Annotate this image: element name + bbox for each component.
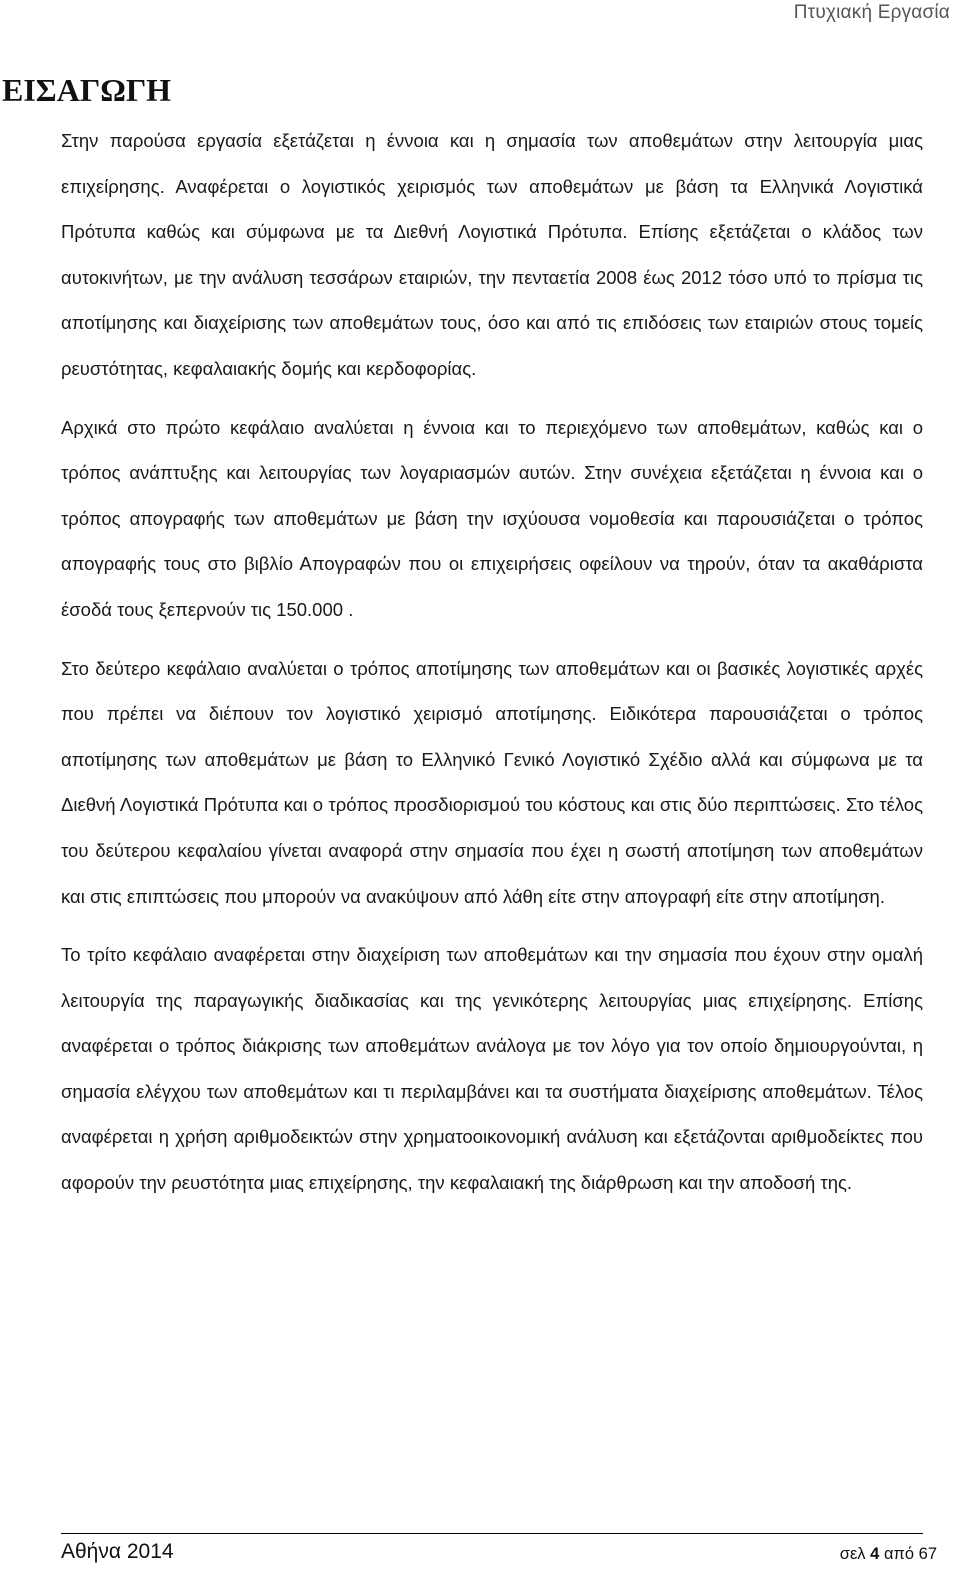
paragraph-3: Στο δεύτερο κεφάλαιο αναλύεται ο τρόπος αποτίμησης των αποθεμάτων και οι βασικές λογιστικές αρχές που πρέπει να διέπουν τον λογιστικό χειρισμό αποτίμησης. Ειδικότερα παρουσιάζεται ο τρόπος αποτίμησης των αποθεμάτων με βάση το Ελληνικό Γενικό Λογιστικό Σχέδιο αλλά και σύμφωνα με τα Διεθνή Λογιστικά Πρότυπα και ο τρόπος προσδιορισμού του κόστους και στις δύο περιπτώσεις. Στο τέλος του δεύτερου κεφαλαίου γίνεται αναφορά στην σημασία που έχει η σωστή αποτίμηση των αποθεμάτων και στις επιπτώσεις που μπορούν να ανακύψουν από λάθη είτε στην απογραφή είτε στην αποτίμηση.: [61, 657, 923, 907]
running-header-title: Πτυχιακή Εργασία: [793, 2, 950, 23]
paragraph-1: Στην παρούσα εργασία εξετάζεται η έννοια και η σημασία των αποθεμάτων στην λειτουργία μιας επιχείρησης. Αναφέρεται ο λογιστικός χειρισμός των αποθεμάτων με βάση τα Ελληνικά Λογιστικά Πρότυπα καθώς και σύμφωνα με τα Διεθνή Λογιστικά Πρότυπα. Επίσης εξετάζεται ο κλάδος των αυτοκινήτων, με την ανάλυση τεσσάρων εταιριών, την πενταετία 2008 έως 2012 τόσο υπό το πρίσμα τις αποτίμησης και διαχείρισης των αποθεμάτων τους, όσο και από τις επιδόσεις των εταιριών στους τομείς ρευστότητας, κεφαλαιακής δομής και κερδοφορίας.: [61, 130, 923, 379]
document-body: [61, 118, 923, 1206]
paragraph-2: Αρχικά στο πρώτο κεφάλαιο αναλύεται η έννοια και το περιεχόμενο των αποθεμάτων, καθώς και ο τρόπος ανάπτυξης και λειτουργίας των λογαριασμών αυτών. Στην συνέχεια εξετάζεται η έννοια και ο τρόπος απογραφής των αποθεμάτων με βάση την ισχύουσα νομοθεσία και παρουσιάζεται ο τρόπος απογραφής τους στο βιβλίο Απογραφών που οι επιχειρήσεις οφείλουν να τηρούν, όταν τα ακαθάριστα έσοδά τους ξεπερνούν τις 150.000 .: [61, 416, 923, 620]
page-current: 4: [870, 1545, 880, 1563]
page-separator: από: [883, 1545, 915, 1563]
section-heading: ΕΙΣΑΓΩΓΗ: [2, 72, 172, 108]
page-total: 67: [918, 1545, 937, 1563]
paragraph-4: Το τρίτο κεφάλαιο αναφέρεται στην διαχείριση των αποθεμάτων και την σημασία που έχουν στην ομαλή λειτουργία της παραγωγικής διαδικασίας και της γενικότερης λειτουργίας μιας επιχείρησης. Επίσης αναφέρεται ο τρόπος διάκρισης των αποθεμάτων ανάλογα με τον λόγο για τον οποίο δημιουργούνται, η σημασία ελέγχου των αποθεμάτων και τι περιλαμβάνει και τα συστήματα διαχείρισης αποθεμάτων. Τέλος αναφέρεται η χρήση αριθμοδεικτών στην χρηματοοικονομική ανάλυση και εξετάζονται αριθμοδείκτες που αφορούν την ρευστότητα μιας επιχείρησης, την κεφαλαιακή της διάρθρωση και την αποδοσή της.: [61, 944, 923, 1194]
footer-divider: [61, 1533, 923, 1534]
page-number: [840, 1545, 937, 1564]
footer-place-year: Αθήνα 2014: [61, 1540, 174, 1563]
page-prefix: σελ: [839, 1545, 866, 1563]
